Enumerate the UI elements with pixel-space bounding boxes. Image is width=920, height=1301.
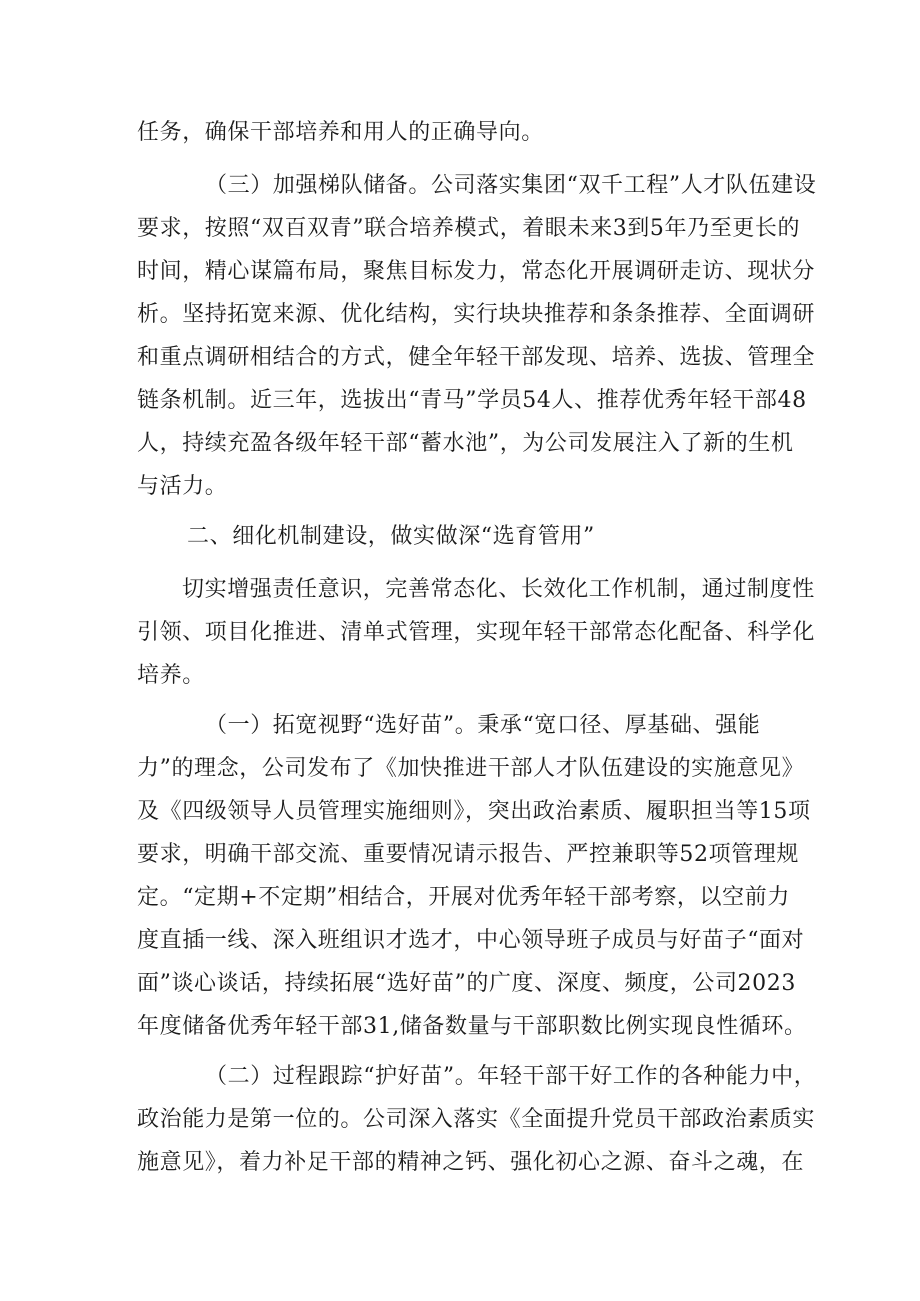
body-text-line: 施意见》，着力补足干部的精神之钙、强化初心之源、奋斗之魂，在	[137, 1150, 805, 1175]
section-heading-line: （一）拓宽视野“选好苗”。秉承“宽口径、厚基础、强能	[205, 713, 761, 738]
body-text-line: 力”的理念，公司发布了《加快推进干部人才队伍建设的实施意见》	[137, 756, 805, 781]
body-text-line: 定。“定期+不定期”相结合，开展对优秀年轻干部考察，以空前力	[137, 885, 790, 910]
body-text-line: 析。坚持拓宽来源、优化结构，实行块块推荐和条条推荐、全面调研	[137, 302, 816, 327]
section-heading-line: （二）过程跟踪“护好苗”。年轻干部干好工作的各种能力中，	[205, 1064, 817, 1089]
body-text-line: 时间，精心谋篇布局，聚焦目标发力，常态化开展调研走访、现状分	[137, 259, 816, 284]
body-text-line: 要求，按照“双百双青”联合培养模式，着眼未来3到5年乃至更长的	[137, 216, 801, 241]
body-text-line: 人，持续充盈各级年轻干部“蓄水池”，为公司发展注入了新的生机	[137, 431, 794, 456]
body-text-line: 政治能力是第一位的。公司深入落实《全面提升党员干部政治素质实	[137, 1107, 816, 1132]
chapter-heading-line: 二、细化机制建设，做实做深“选育管用”	[187, 524, 595, 549]
body-text-line: 年度储备优秀年轻干部31,储备数量与干部职数比例实现良性循环。	[137, 1014, 807, 1039]
body-text-line: 要求，明确干部交流、重要情况请示报告、严控兼职等52项管理规	[137, 842, 799, 867]
body-text-line: 及《四级领导人员管理实施细则》，突出政治素质、履职担当等15项	[137, 799, 811, 824]
body-text-line: 与活力。	[137, 474, 228, 499]
section-heading-line: （三）加强梯队储备。公司落实集团“双千工程”人才队伍建设	[205, 173, 817, 198]
body-text-line: 和重点调研相结合的方式，健全年轻干部发现、培养、选拔、管理全	[137, 345, 816, 370]
body-text-line: 引领、项目化推进、清单式管理，实现年轻干部常态化配备、科学化	[137, 620, 816, 645]
body-text-line: 切实增强责任意识，完善常态化、长效化工作机制，通过制度性	[182, 577, 815, 602]
body-text-line: 培养。	[137, 663, 205, 688]
body-text-line: 度直插一线、深入班组识才选才，中心领导班子成员与好苗子“面对	[137, 928, 805, 953]
body-text-line: 任务，确保干部培养和用人的正确导向。	[137, 120, 544, 145]
body-text-line: 链条机制。近三年，选拔出“青马”学员54人、推荐优秀年轻干部48	[137, 388, 807, 413]
body-text-line: 面”谈心谈话，持续拓展“选好苗”的广度、深度、频度，公司2023	[137, 971, 796, 996]
